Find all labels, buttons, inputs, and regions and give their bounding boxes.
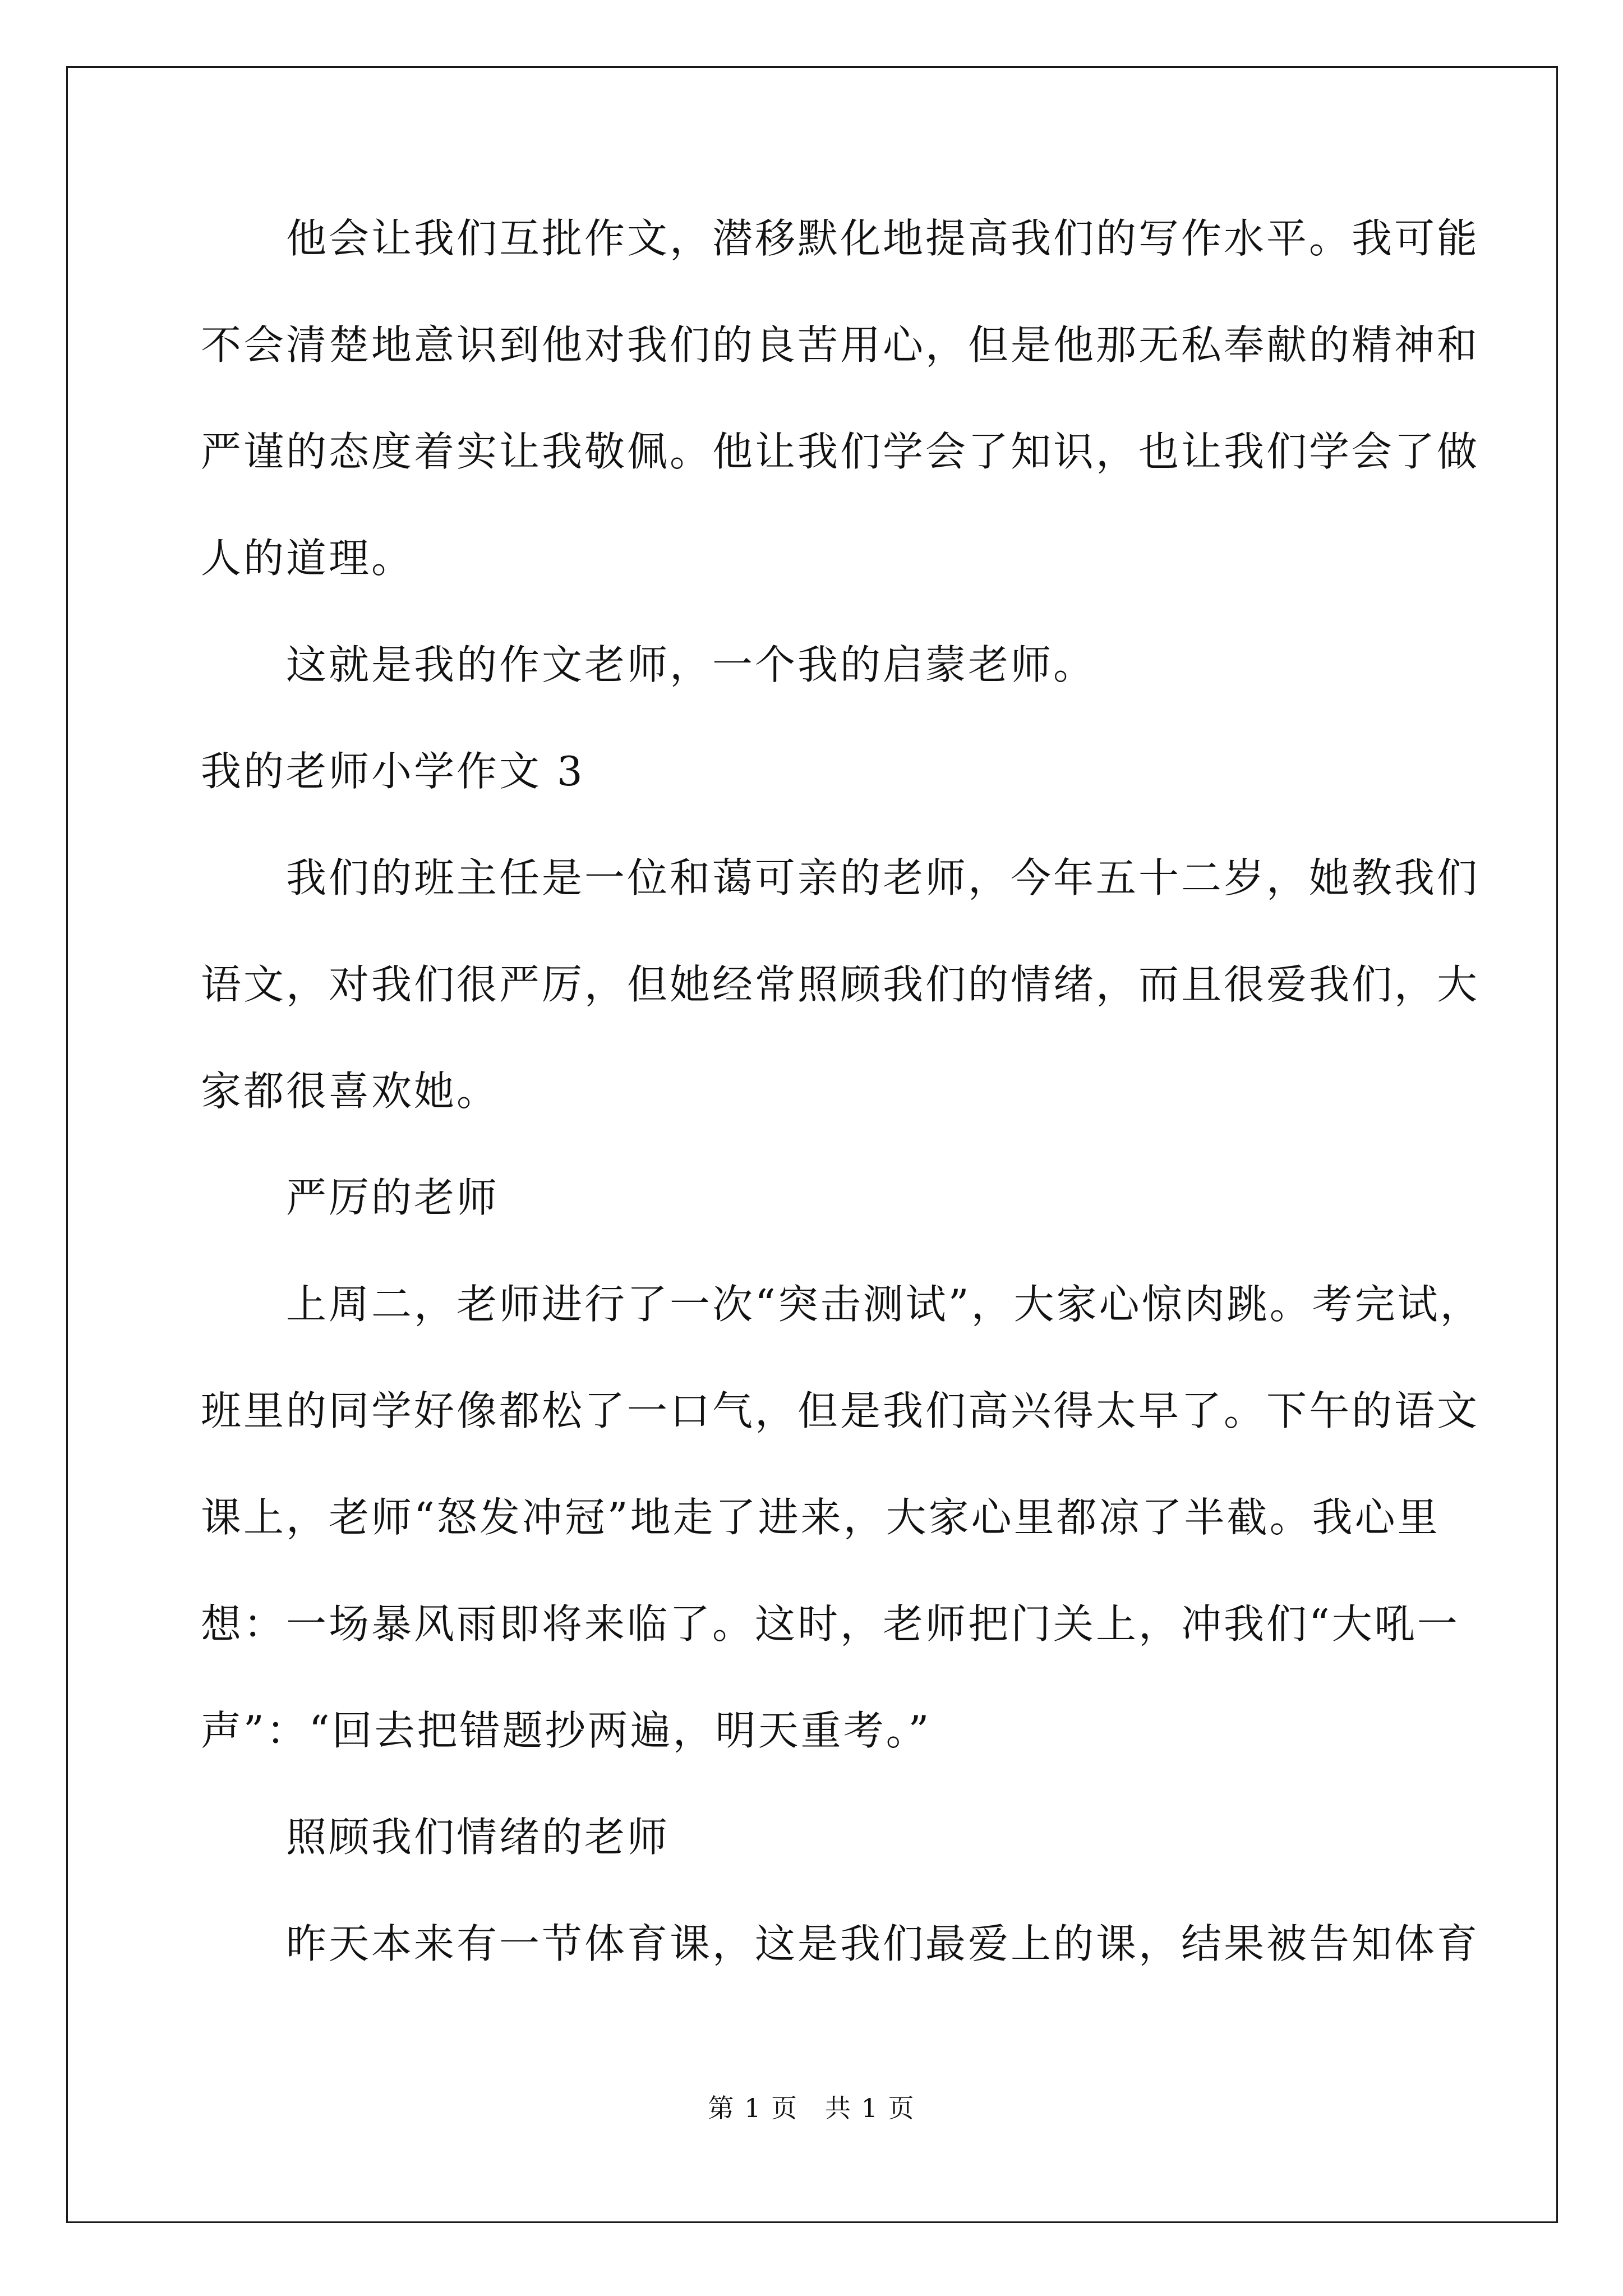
text-line: 课上，老师“怒发冲冠”地走了进来，大家心里都凉了半截。我心里 <box>201 1494 1440 1541</box>
text-line: 家都很喜欢她。 <box>201 1068 500 1115</box>
text-line: 我们的班主任是一位和蔼可亲的老师，今年五十二岁，她教我们 <box>201 854 1480 901</box>
text-line: 他会让我们互批作文，潜移默化地提高我们的写作水平。我可能 <box>201 215 1480 262</box>
text-line: 这就是我的作文老师，一个我的启蒙老师。 <box>201 641 1096 688</box>
page-footer: 第 1 页 共 1 页 <box>708 2093 915 2123</box>
section-heading: 我的老师小学作文 3 <box>201 748 585 795</box>
text-line: 想：一场暴风雨即将来临了。这时，老师把门关上，冲我们“大吼一 <box>201 1600 1460 1648</box>
text-line: 严谨的态度着实让我敬佩。他让我们学会了知识，也让我们学会了做 <box>201 428 1480 475</box>
text-line: 人的道理。 <box>201 535 414 582</box>
text-line: 班里的同学好像都松了一口气，但是我们高兴得太早了。下午的语文 <box>201 1387 1480 1434</box>
subheading: 严厉的老师 <box>201 1174 500 1221</box>
text-line: 上周二，老师进行了一次“突击测试”，大家心惊肉跳。考完试， <box>201 1281 1483 1328</box>
page-border <box>66 66 1558 2223</box>
text-line: 声”：“回去把错题抄两遍，明天重考。” <box>201 1707 932 1754</box>
subheading: 照顾我们情绪的老师 <box>201 1814 670 1861</box>
text-line: 不会清楚地意识到他对我们的良苦用心，但是他那无私奉献的精神和 <box>201 321 1480 369</box>
text-line: 语文，对我们很严厉，但她经常照顾我们的情绪，而且很爱我们，大 <box>201 961 1480 1008</box>
text-line: 昨天本来有一节体育课，这是我们最爱上的课，结果被告知体育 <box>201 1920 1480 1967</box>
